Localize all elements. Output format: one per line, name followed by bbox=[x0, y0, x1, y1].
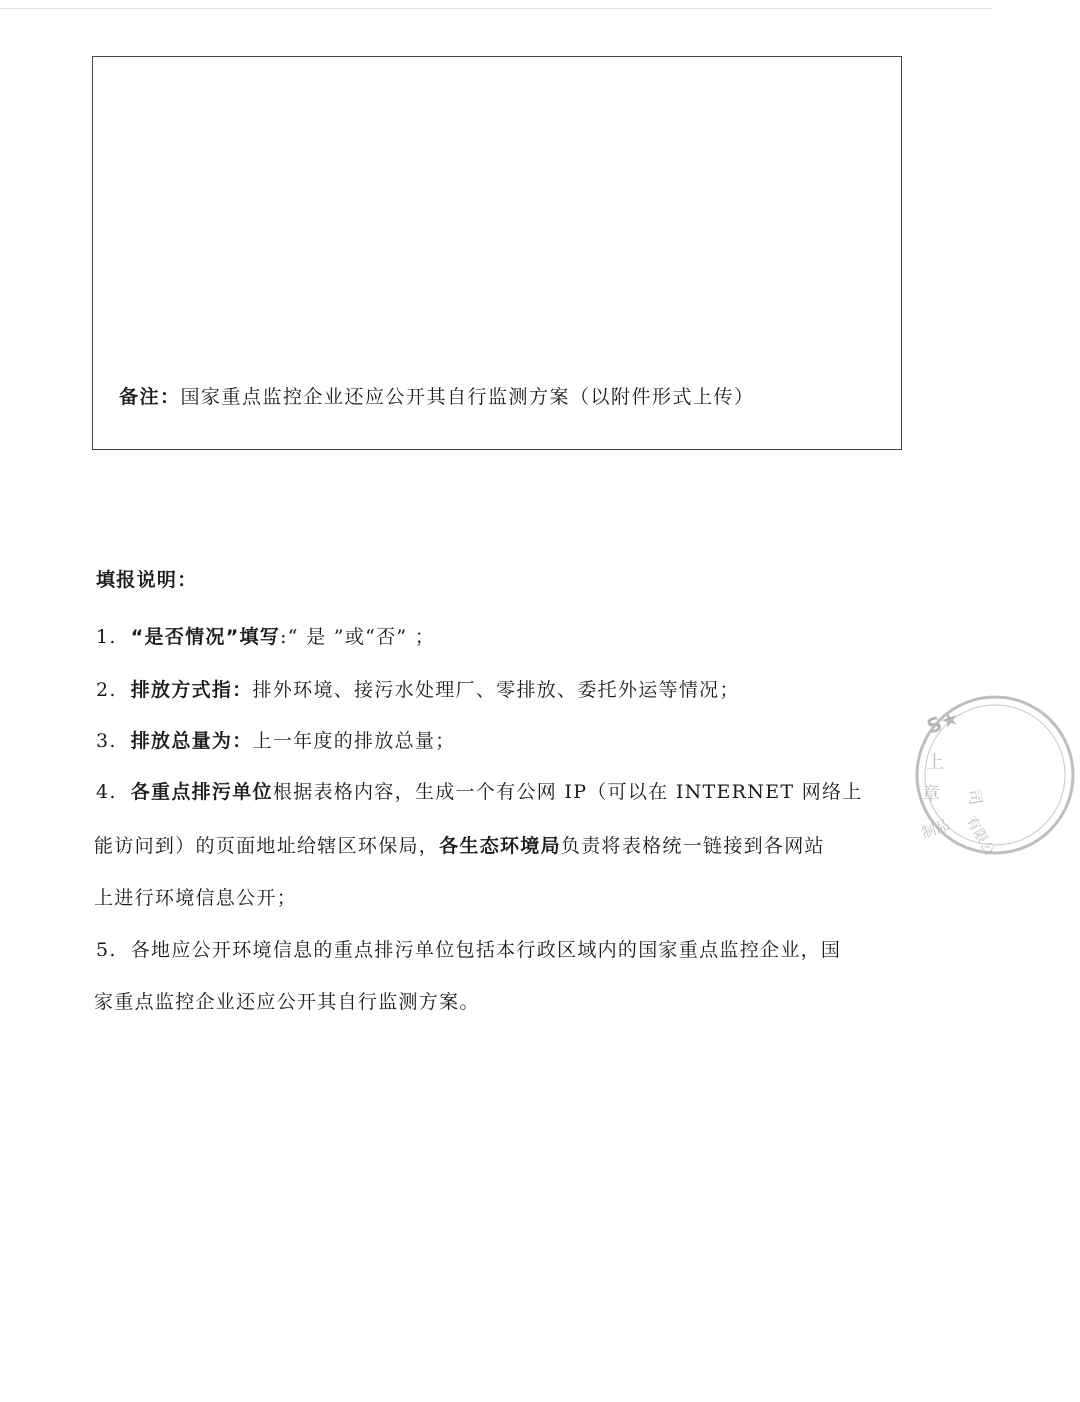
item-text: 上进行环境信息公开； bbox=[94, 887, 298, 909]
item-text: 各地应公开环境信息的重点排污单位包括本行政区域内的国家重点监控企业，国 bbox=[130, 939, 842, 961]
remark-box bbox=[92, 56, 902, 450]
remark-line bbox=[119, 382, 755, 409]
instructions-heading: 填报说明： bbox=[96, 569, 198, 591]
item-bold: “是否情况”填写 bbox=[130, 626, 281, 648]
svg-text:上: 上 bbox=[926, 752, 944, 773]
company-seal bbox=[910, 690, 1080, 860]
top-rule bbox=[0, 8, 992, 9]
instruction-item-1 bbox=[96, 622, 435, 649]
instruction-item-3 bbox=[96, 726, 456, 753]
item-bold: 排放方式指： bbox=[130, 679, 253, 701]
remark-label: 备注： bbox=[119, 386, 181, 408]
item-bold: 各生态环境局 bbox=[439, 835, 561, 857]
instruction-item-5-line-2 bbox=[94, 987, 480, 1014]
remark-text: 国家重点监控企业还应公开其自行监测方案（以附件形式上传） bbox=[180, 386, 755, 408]
item-text: 能访问到）的页面地址给辖区环保局， bbox=[94, 835, 440, 857]
item-number: 1. bbox=[96, 626, 117, 648]
item-text: 负责将表格统一链接到各网站 bbox=[560, 835, 825, 857]
item-text: 排外环境、接污水处理厂、零排放、委托外运等情况； bbox=[252, 679, 740, 701]
item-text: 上一年度的排放总量； bbox=[252, 730, 456, 752]
item-number: 3. bbox=[96, 730, 117, 752]
instruction-item-2 bbox=[96, 675, 740, 702]
svg-text:S★: S★ bbox=[923, 705, 963, 739]
svg-text:制品: 制品 bbox=[919, 817, 952, 842]
item-text: 家重点监控企业还应公开其自行监测方案。 bbox=[94, 991, 480, 1013]
item-text: 根据表格内容，生成一个有公网 IP（可以在 INTERNET 网络上 bbox=[272, 781, 863, 803]
item-number: 5. bbox=[96, 939, 117, 961]
item-bold: 各重点排污单位 bbox=[130, 781, 273, 803]
svg-text:章: 章 bbox=[922, 784, 940, 805]
item-bold: 排放总量为： bbox=[130, 730, 253, 752]
svg-text:有限公: 有限公 bbox=[962, 814, 998, 859]
item-text: :“ 是 ”或“否” ； bbox=[280, 626, 436, 648]
instruction-item-4-line-1 bbox=[96, 777, 863, 804]
instruction-item-4-line-3 bbox=[94, 883, 297, 910]
item-number: 2. bbox=[96, 679, 117, 701]
instruction-item-4-line-2 bbox=[94, 831, 825, 858]
instruction-item-5-line-1 bbox=[96, 935, 841, 962]
item-number: 4. bbox=[96, 781, 117, 803]
svg-text:司: 司 bbox=[964, 787, 986, 807]
